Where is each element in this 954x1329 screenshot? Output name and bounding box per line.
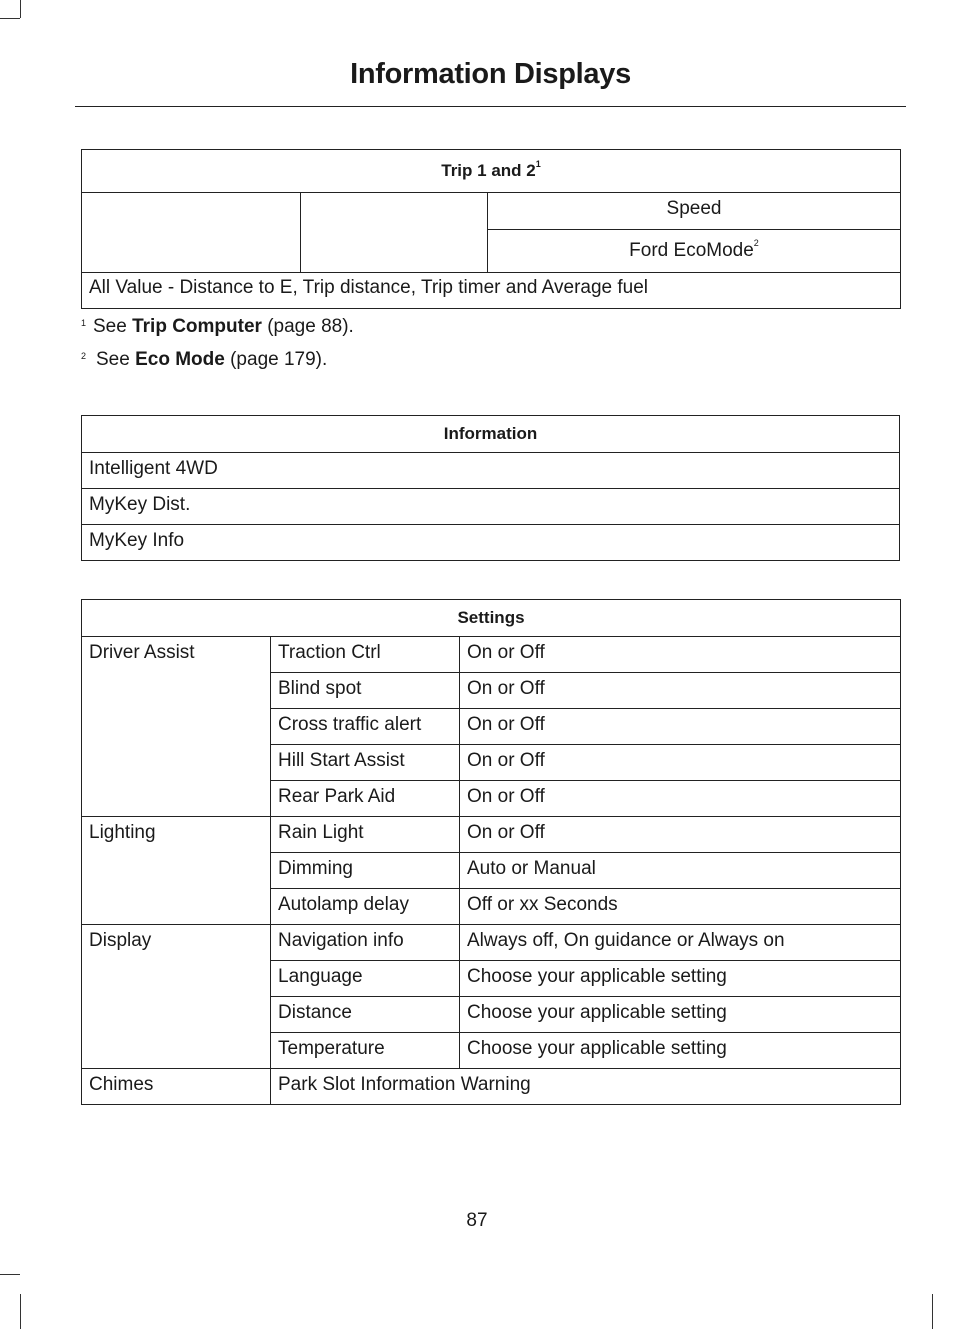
setting-label: Traction Ctrl bbox=[271, 637, 460, 673]
setting-value: Choose your applicable setting bbox=[460, 961, 901, 997]
setting-value: On or Off bbox=[460, 817, 901, 853]
setting-label: Rear Park Aid bbox=[271, 781, 460, 817]
setting-value: Choose your applicable setting bbox=[460, 1033, 901, 1069]
setting-label: Distance bbox=[271, 997, 460, 1033]
setting-label: Language bbox=[271, 961, 460, 997]
group-chimes: Chimes bbox=[82, 1069, 271, 1105]
setting-label: Autolamp delay bbox=[271, 889, 460, 925]
settings-table-heading: Settings bbox=[82, 600, 901, 637]
setting-label: Dimming bbox=[271, 853, 460, 889]
crop-mark bbox=[932, 1294, 933, 1329]
information-table-heading: Information bbox=[82, 416, 900, 453]
footnote: 1 See Trip Computer (page 88). bbox=[81, 316, 354, 337]
settings-table bbox=[81, 599, 901, 1105]
setting-label: Temperature bbox=[271, 1033, 460, 1069]
table-row: MyKey Dist. bbox=[82, 489, 900, 525]
crop-mark bbox=[0, 18, 20, 19]
setting-label: Cross traffic alert bbox=[271, 709, 460, 745]
setting-label: Navigation info bbox=[271, 925, 460, 961]
group-display: Display bbox=[82, 925, 271, 1069]
setting-value: Choose your applicable setting bbox=[460, 997, 901, 1033]
table-cell-empty bbox=[301, 193, 488, 273]
table-row: Intelligent 4WD bbox=[82, 453, 900, 489]
crop-mark bbox=[0, 1274, 20, 1275]
all-value-cell: All Value - Distance to E, Trip distance, Trip timer and Average fuel bbox=[82, 273, 901, 309]
speed-cell: Speed bbox=[488, 193, 901, 230]
setting-label: Rain Light bbox=[271, 817, 460, 853]
group-lighting: Lighting bbox=[82, 817, 271, 925]
eco-mode-cell: Ford EcoMode$^2$ bbox=[488, 230, 901, 273]
table-cell-empty bbox=[82, 193, 301, 273]
setting-label: Hill Start Assist bbox=[271, 745, 460, 781]
setting-value: On or Off bbox=[460, 745, 901, 781]
setting-value: On or Off bbox=[460, 709, 901, 745]
trip-table-heading: Trip 1 and $2^1$ bbox=[82, 150, 901, 193]
crop-mark bbox=[20, 1294, 21, 1329]
group-driver-assist: Driver Assist bbox=[82, 637, 271, 817]
setting-value: Park Slot Information Warning bbox=[271, 1069, 901, 1105]
setting-value: Off or xx Seconds bbox=[460, 889, 901, 925]
table-row: MyKey Info bbox=[82, 525, 900, 561]
page-number: 87 bbox=[466, 1210, 488, 1231]
information-table bbox=[81, 415, 900, 561]
page-title: Information Displays bbox=[350, 58, 631, 90]
footnote: 2 See Eco Mode (page 179). bbox=[81, 349, 328, 370]
setting-value: Always off, On guidance or Always on bbox=[460, 925, 901, 961]
setting-value: On or Off bbox=[460, 673, 901, 709]
setting-label: Blind spot bbox=[271, 673, 460, 709]
setting-value: Auto or Manual bbox=[460, 853, 901, 889]
setting-value: On or Off bbox=[460, 781, 901, 817]
crop-mark bbox=[20, 0, 21, 18]
trip-table bbox=[81, 149, 901, 309]
setting-value: On or Off bbox=[460, 637, 901, 673]
title-divider bbox=[75, 106, 906, 107]
